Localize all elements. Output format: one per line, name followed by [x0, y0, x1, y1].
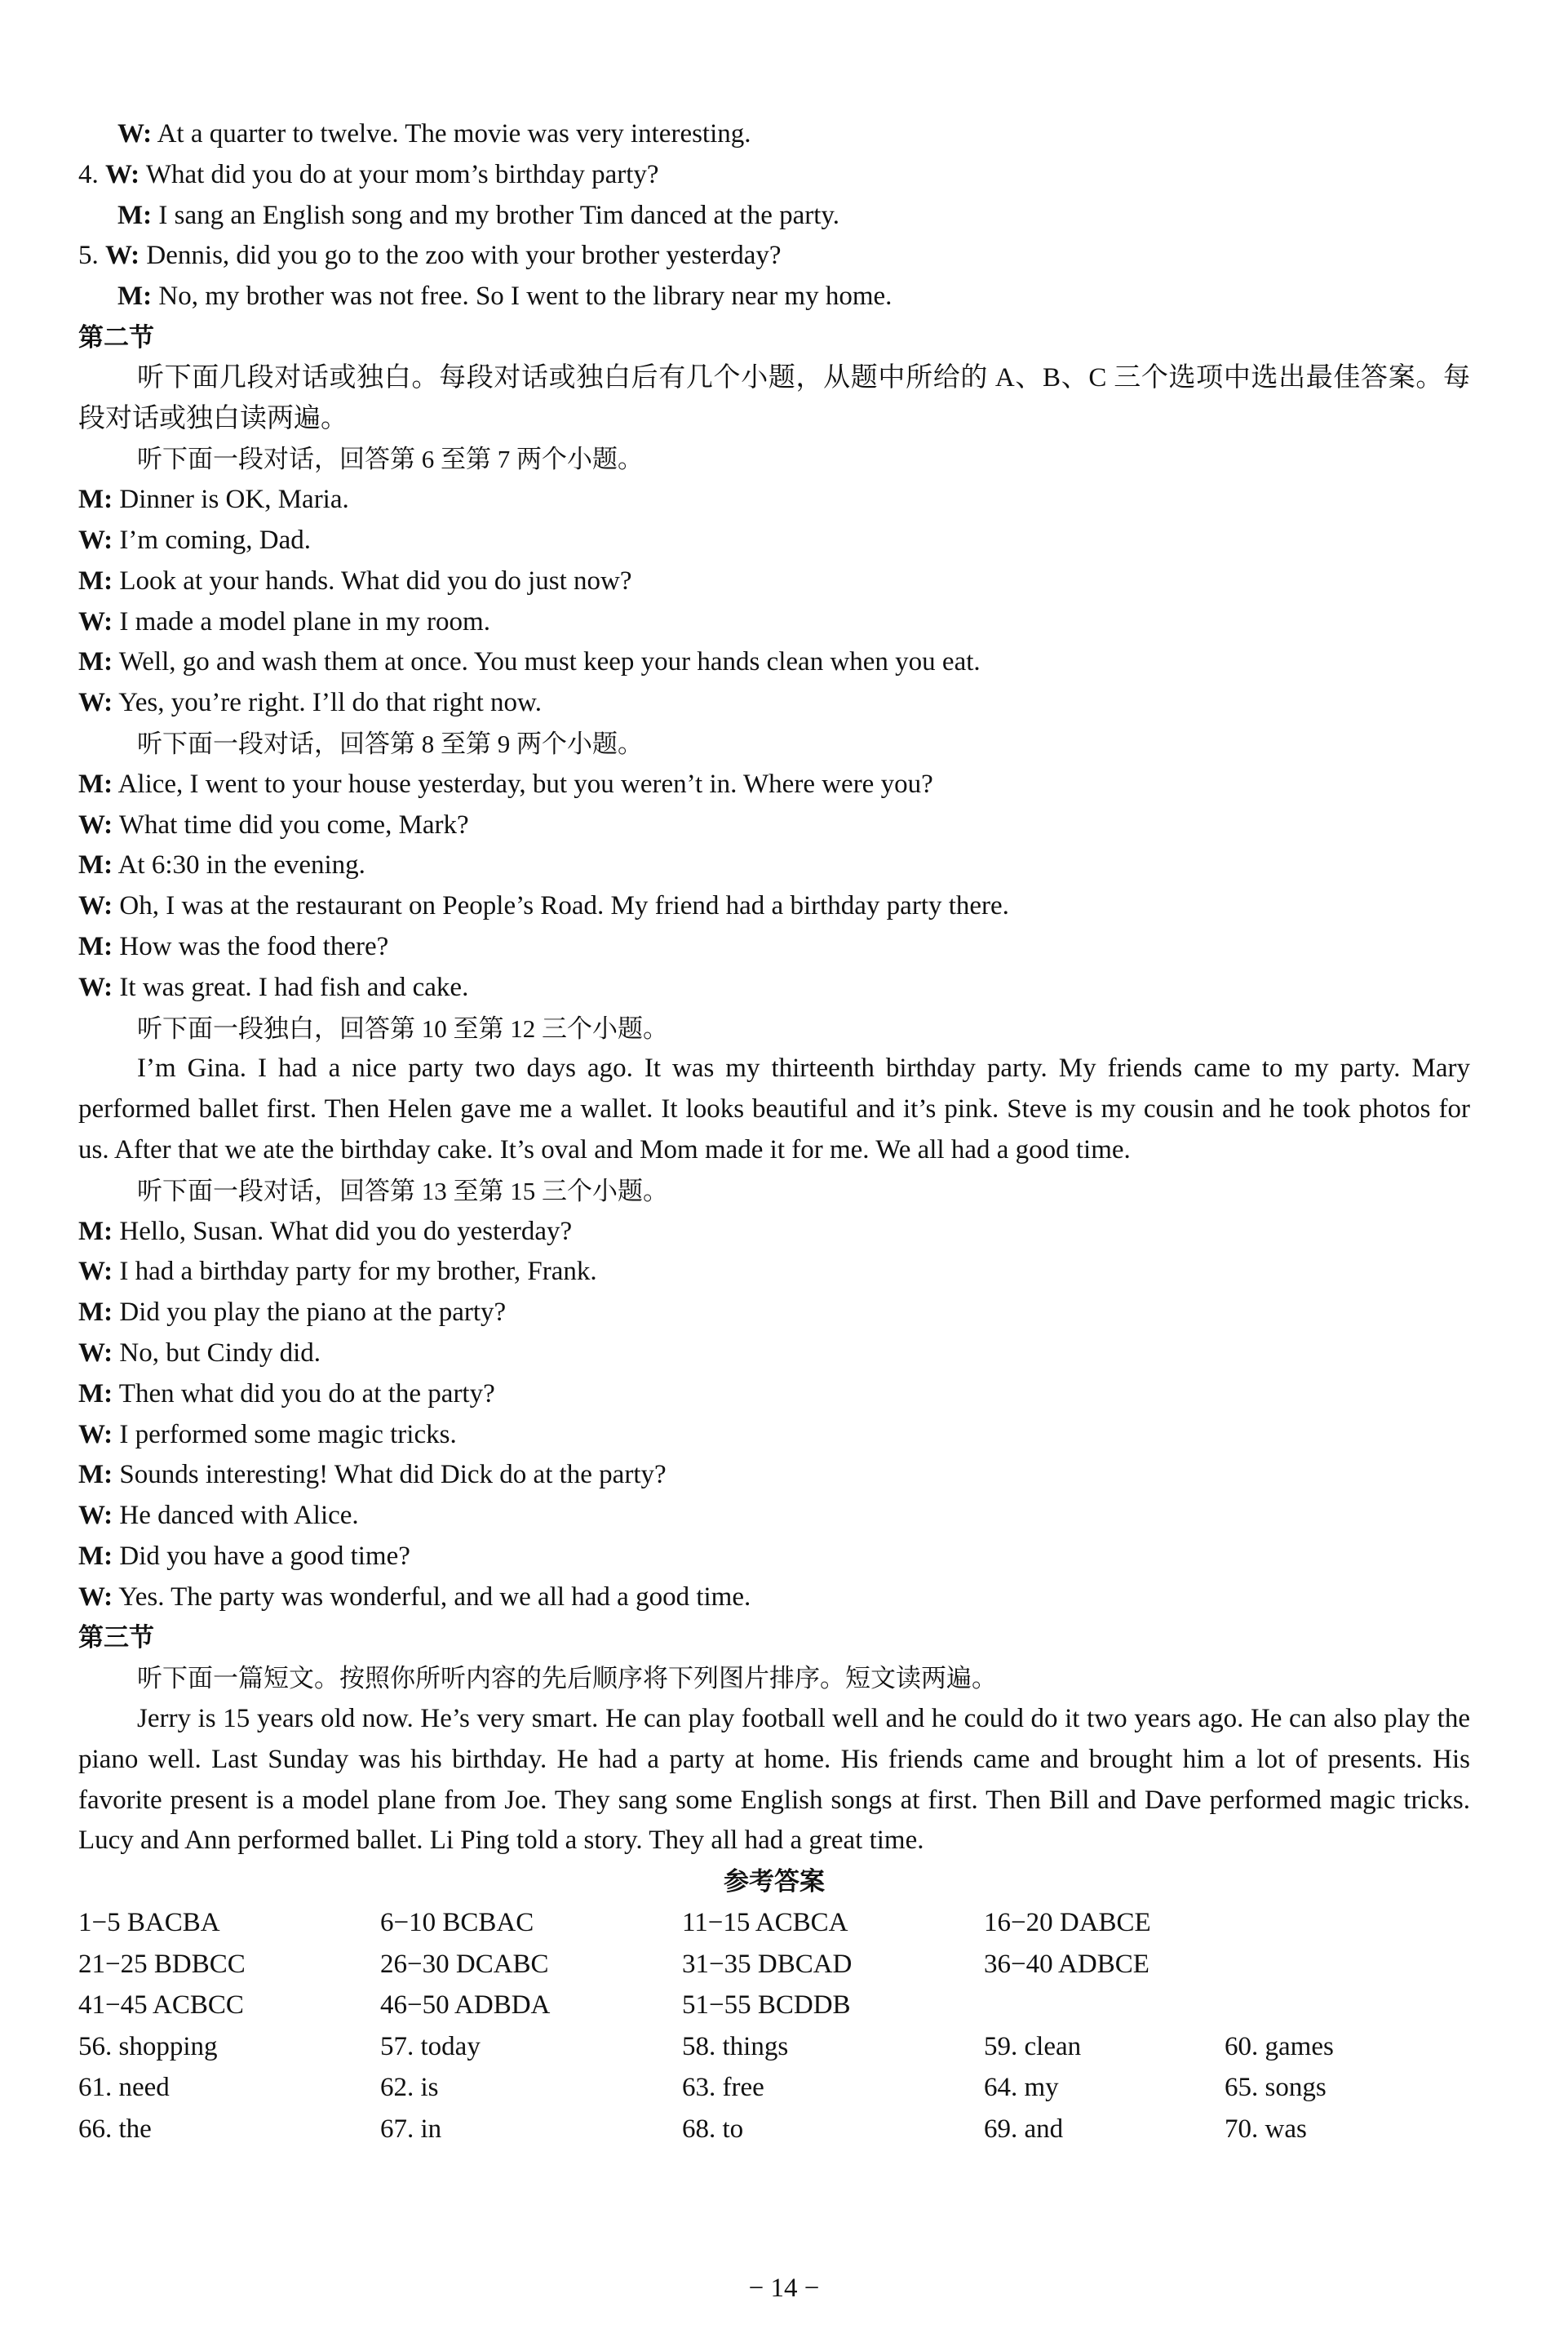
dialog-line: M: Hello, Susan. What did you do yesterday?: [78, 1216, 573, 1246]
dialog-13-15: [78, 1212, 1470, 1618]
answer-cell: 56. shopping: [78, 2031, 218, 2061]
answer-cell: 63. free: [682, 2073, 764, 2103]
answer-cell: 46−50 ADBDA: [380, 1990, 551, 2021]
answer-cell: 66. the: [78, 2114, 152, 2144]
dialog-continuation: [78, 114, 1470, 317]
dialog-line: W: No, but Cindy did.: [78, 1338, 321, 1368]
answers-title: 参考答案: [724, 1867, 825, 1896]
answer-row: [78, 2026, 1470, 2068]
answer-cell: 16−20 DABCE: [984, 1908, 1151, 1938]
answer-cell: 6−10 BCBAC: [380, 1908, 534, 1938]
question-intro: 听下面一段对话，回答第 8 至第 9 两个小题。: [137, 729, 643, 758]
section-heading: 第二节: [78, 322, 154, 352]
dialog-line: M: At 6:30 in the evening.: [78, 850, 365, 881]
section-instruction: 听下面几段对话或独白。每段对话或独白后有几个小题，从题中所给的 A、B、C 三个选项中选出最佳答案。每段对话或独白读两遍。: [78, 362, 1470, 433]
dialog-line: 5. W: Dennis, did you go to the zoo with your brother yesterday?: [78, 241, 782, 271]
monologue-paragraph: I’m Gina. I had a nice party two days ago. It was my thirteenth birthday party. My friends came to my party. Mary performed ballet first. Then Helen gave me a wallet. It looks beautiful and it’s pink. Steve is my cousin and he took photos for us. After that we ate the birthday cake. It’s oval and Mom made it for me. We all had a good time.: [78, 1054, 1470, 1164]
dialog-line: 4. W: What did you do at your mom’s birthday party?: [78, 159, 659, 189]
answer-cell: [984, 1985, 1225, 2026]
dialog-line: W: At a quarter to twelve. The movie was very interesting.: [117, 119, 751, 149]
section-heading: 第三节: [78, 1623, 154, 1652]
dialog-6-7: [78, 480, 1470, 724]
answer-cell: 36−40 ADBCE: [984, 1949, 1149, 1979]
dialog-line: M: Sounds interesting! What did Dick do at the party?: [78, 1460, 667, 1490]
answer-cell: 57. today: [380, 2031, 481, 2061]
dialog-line: M: No, my brother was not free. So I went to the library near my home.: [117, 282, 893, 312]
dialog-line: M: Well, go and wash them at once. You must keep your hands clean when you eat.: [78, 647, 981, 677]
dialog-line: M: Did you play the piano at the party?: [78, 1298, 507, 1328]
answer-cell: 64. my: [984, 2073, 1059, 2103]
answer-cell: [1225, 1944, 1469, 1985]
dialog-line: W: What time did you come, Mark?: [78, 810, 469, 840]
answer-row: [78, 2109, 1470, 2150]
answer-cell: 69. and: [984, 2114, 1064, 2144]
answer-cell: 61. need: [78, 2073, 170, 2103]
answer-cell: [1225, 1902, 1469, 1944]
dialog-line: M: Did you have a good time?: [78, 1541, 410, 1571]
dialog-line: M: Dinner is OK, Maria.: [78, 485, 349, 515]
passage-paragraph: Jerry is 15 years old now. He’s very smart. He can play football well and he could do it two years ago. He can also play the piano well. Last Sunday was his birthday. He had a party at home. His friends came and brought him a lot of presents. His favorite present is a model plane from Joe. They sang some English songs at first. Then Bill and Dave performed magic tricks. Lucy and Ann performed ballet. Li Ping told a story. They all had a great time.: [78, 1704, 1470, 1856]
section-instruction: 听下面一篇短文。按照你所听内容的先后顺序将下列图片排序。短文读两遍。: [137, 1664, 997, 1693]
dialog-line: W: I made a model plane in my room.: [78, 606, 490, 637]
answer-cell: 51−55 BCDDB: [682, 1990, 851, 2021]
question-intro: 听下面一段对话，回答第 6 至第 7 两个小题。: [137, 445, 643, 474]
answer-cell: 21−25 BDBCC: [78, 1949, 246, 1979]
dialog-line: M: I sang an English song and my brother Tim danced at the party.: [117, 200, 840, 230]
answer-row: [78, 1985, 1470, 2026]
document-page: [78, 114, 1470, 2149]
answer-row: [78, 1902, 1470, 1944]
answer-row: [78, 1944, 1470, 1985]
dialog-line: M: Then what did you do at the party?: [78, 1378, 495, 1408]
dialog-line: W: I had a birthday party for my brother, Frank.: [78, 1257, 597, 1287]
dialog-line: W: It was great. I had fish and cake.: [78, 972, 469, 1002]
answer-cell: 62. is: [380, 2073, 439, 2103]
answer-cell: 1−5 BACBA: [78, 1908, 220, 1938]
dialog-line: W: Yes. The party was wonderful, and we all had a good time.: [78, 1582, 751, 1612]
answer-cell: 26−30 DCABC: [380, 1949, 549, 1979]
dialog-line: W: I performed some magic tricks.: [78, 1419, 457, 1449]
answer-cell: 11−15 ACBCA: [682, 1908, 848, 1938]
dialog-line: M: How was the food there?: [78, 931, 389, 961]
answer-cell: 68. to: [682, 2114, 744, 2144]
answer-key: [78, 1902, 1470, 2149]
answer-cell: 65. songs: [1225, 2073, 1327, 2103]
dialog-line: M: Alice, I went to your house yesterday, but you weren’t in. Where were you?: [78, 769, 933, 799]
page-number: − 14 −: [748, 2274, 820, 2303]
dialog-line: W: Yes, you’re right. I’ll do that right now.: [78, 688, 542, 718]
answer-cell: 31−35 DBCAD: [682, 1949, 853, 1979]
dialog-line: W: Oh, I was at the restaurant on People’s Road. My friend had a birthday party there.: [78, 891, 1009, 921]
answer-cell: 59. clean: [984, 2031, 1082, 2061]
question-intro: 听下面一段独白，回答第 10 至第 12 三个小题。: [137, 1014, 668, 1043]
dialog-line: W: I’m coming, Dad.: [78, 525, 312, 555]
question-intro: 听下面一段对话，回答第 13 至第 15 三个小题。: [137, 1176, 668, 1205]
answer-cell: 70. was: [1225, 2114, 1307, 2144]
dialog-line: M: Look at your hands. What did you do just now?: [78, 566, 632, 596]
answer-cell: 58. things: [682, 2031, 789, 2061]
dialog-8-9: [78, 765, 1470, 1009]
answer-cell: 67. in: [380, 2114, 442, 2144]
answer-cell: 41−45 ACBCC: [78, 1990, 244, 2021]
answer-row: [78, 2067, 1470, 2109]
dialog-line: W: He danced with Alice.: [78, 1501, 359, 1531]
answer-cell: 60. games: [1225, 2031, 1334, 2061]
answer-cell: [1225, 1985, 1469, 2026]
